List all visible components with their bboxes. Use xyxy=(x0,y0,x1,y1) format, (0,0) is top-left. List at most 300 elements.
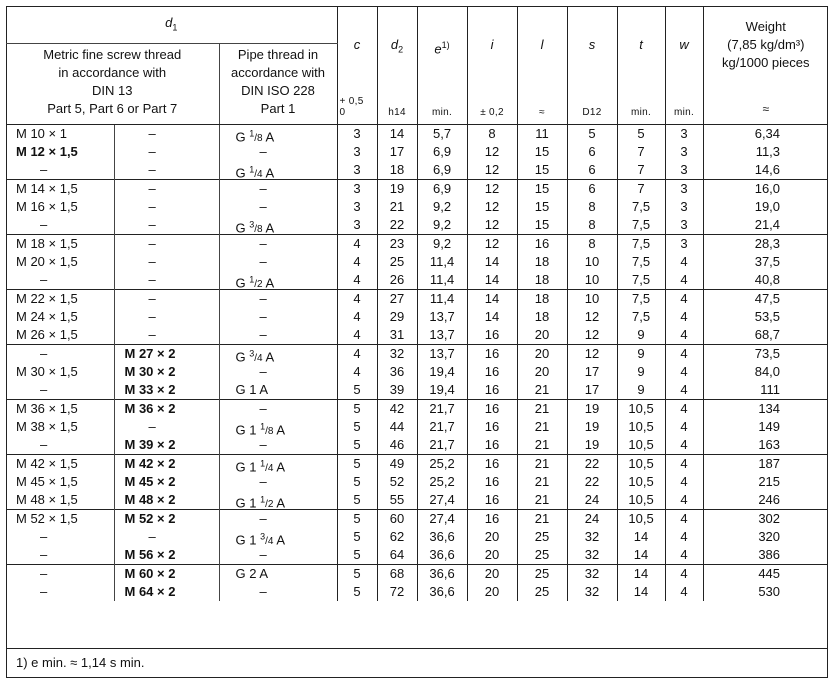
table-cell: M 12 × 1,5 xyxy=(16,144,78,159)
table-cell: 10,5 xyxy=(628,419,654,434)
s-cell xyxy=(567,455,617,510)
table-cell: 9,2 xyxy=(432,217,452,232)
table-cell: M 60 × 2 xyxy=(124,566,176,581)
table-cell: M 18 × 1,5 xyxy=(16,236,78,251)
table-cell: 5 xyxy=(353,382,361,397)
table-cell: 8 xyxy=(588,217,596,232)
table-cell: 4 xyxy=(353,309,361,324)
table-cell: 134 xyxy=(758,401,781,416)
table-cell: 4 xyxy=(680,346,688,361)
table-cell: 16 xyxy=(484,327,500,342)
table-cell: – xyxy=(259,547,267,562)
e-cell xyxy=(417,510,467,565)
table-cell: 24 xyxy=(584,511,600,526)
c-cell xyxy=(337,345,377,400)
table-cell: 8 xyxy=(588,236,596,251)
table-cell: 5 xyxy=(353,584,361,599)
table-cell: 302 xyxy=(758,511,781,526)
table-cell: 530 xyxy=(758,584,781,599)
fraction: $^1$/8 xyxy=(260,422,274,438)
metric-fine-cell xyxy=(6,180,114,235)
table-cell: 17 xyxy=(584,364,600,379)
table-cell: 5 xyxy=(353,419,361,434)
w-cell xyxy=(665,565,703,602)
table-cell: 3 xyxy=(353,217,361,232)
fraction-num: 3 xyxy=(260,532,266,542)
l-cell xyxy=(517,510,567,565)
table-cell: 15 xyxy=(534,144,550,159)
table-cell: – xyxy=(259,437,267,452)
table-cell: 20 xyxy=(534,346,550,361)
table-cell: 21 xyxy=(534,474,550,489)
metric-fine-cell xyxy=(6,565,114,602)
fraction-den: 8 xyxy=(257,224,263,236)
table-cell: 17 xyxy=(584,382,600,397)
table-cell: 36,6 xyxy=(429,566,455,581)
table-cell: – xyxy=(40,217,48,232)
table-cell: 4 xyxy=(680,401,688,416)
fraction-num: 3 xyxy=(249,220,255,230)
table-cell: – xyxy=(259,144,267,159)
table-cell: 18 xyxy=(534,254,550,269)
table-cell: 19,0 xyxy=(754,199,781,214)
table-cell: 3 xyxy=(680,126,688,141)
table-cell: 11,3 xyxy=(755,144,781,159)
e-cell xyxy=(417,400,467,455)
pipe-thread-cell xyxy=(219,565,337,602)
table-cell: M 30 × 2 xyxy=(124,364,176,379)
table-cell: 7 xyxy=(637,181,645,196)
table-cell: 20 xyxy=(534,327,550,342)
table-row-group xyxy=(6,290,828,345)
table-cell: 8 xyxy=(588,199,596,214)
table-cell: 3 xyxy=(680,162,688,177)
table-cell: M 30 × 1,5 xyxy=(16,364,78,379)
table-cell: 5 xyxy=(353,437,361,452)
table-cell: 21 xyxy=(534,419,550,434)
fraction: $^1$/2 xyxy=(260,495,274,511)
table-cell: 68 xyxy=(389,566,405,581)
table-cell: M 45 × 2 xyxy=(124,474,176,489)
table-cell: 4 xyxy=(353,254,361,269)
fraction-num: 1 xyxy=(249,275,255,285)
weight-header-line: kg/1000 pieces xyxy=(722,55,810,70)
dimension-table xyxy=(6,6,828,601)
table-cell: 4 xyxy=(680,382,688,397)
weight-cell xyxy=(703,455,828,510)
l-cell xyxy=(517,455,567,510)
table-cell: 20 xyxy=(484,547,500,562)
d2-cell xyxy=(377,400,417,455)
w-cell xyxy=(665,125,703,180)
d1-header xyxy=(6,6,337,43)
table-cell: 25 xyxy=(534,529,550,544)
c-header xyxy=(337,6,377,125)
table-cell: 320 xyxy=(758,529,781,544)
d2-header-symbol: d xyxy=(390,37,399,52)
table-cell: 3 xyxy=(680,217,688,232)
table-cell: 14 xyxy=(484,291,500,306)
fraction-num: 1 xyxy=(260,495,266,505)
table-cell: 19 xyxy=(389,181,405,196)
table-cell: 21 xyxy=(534,456,550,471)
fraction: $^1$/2 xyxy=(249,275,263,291)
metric-fine-cell xyxy=(6,235,114,290)
s-header-tolerance: D12 xyxy=(582,107,602,118)
pipe-thread-cell xyxy=(219,235,337,290)
table-cell: 19,4 xyxy=(429,364,455,379)
table-cell: 12 xyxy=(584,346,600,361)
table-cell: M 64 × 2 xyxy=(124,584,176,599)
w-cell xyxy=(665,180,703,235)
table-cell: 3 xyxy=(353,199,361,214)
table-cell: 3 xyxy=(353,126,361,141)
table-cell: 6,34 xyxy=(754,126,781,141)
d2-cell xyxy=(377,290,417,345)
table-cell: 5 xyxy=(353,547,361,562)
table-cell: 7,5 xyxy=(631,309,651,324)
table-cell: 16 xyxy=(484,511,500,526)
i-cell xyxy=(467,125,517,180)
table-cell: 16 xyxy=(484,401,500,416)
table-cell: 6,9 xyxy=(432,144,452,159)
table-cell: 36,6 xyxy=(429,529,455,544)
c-cell xyxy=(337,125,377,180)
fraction-den: 4 xyxy=(267,463,274,475)
table-cell: 5 xyxy=(637,126,645,141)
table-cell: 4 xyxy=(680,511,688,526)
metric-header-line: Part 5, Part 6 or Part 7 xyxy=(47,100,178,116)
e-cell xyxy=(417,290,467,345)
table-cell: M 42 × 1,5 xyxy=(16,456,78,471)
table-cell: 18 xyxy=(534,272,550,287)
table-cell: 14 xyxy=(484,309,500,324)
t-cell xyxy=(617,125,665,180)
t-cell xyxy=(617,345,665,400)
table-cell: 6 xyxy=(588,162,596,177)
table-cell: 12 xyxy=(484,162,500,177)
table-cell: 4 xyxy=(353,272,361,287)
table-row-group xyxy=(6,565,828,602)
fraction: $^1$/4 xyxy=(260,459,274,475)
table-cell: – xyxy=(259,584,267,599)
table-cell: – xyxy=(40,437,48,452)
table-cell: – xyxy=(148,162,156,177)
c-header-tolerance xyxy=(340,96,375,118)
metric-coarse-cell xyxy=(114,510,219,565)
metric-coarse-cell xyxy=(114,565,219,602)
table-cell: 111 xyxy=(760,382,781,397)
pipe-header-line: Pipe thread in xyxy=(237,46,319,62)
metric-coarse-cell xyxy=(114,400,219,455)
l-cell xyxy=(517,345,567,400)
table-cell: 46 xyxy=(389,437,405,452)
c-cell xyxy=(337,235,377,290)
table-row-group xyxy=(6,345,828,400)
table-cell: 37,5 xyxy=(754,254,781,269)
c-cell xyxy=(337,455,377,510)
metric-fine-cell xyxy=(6,290,114,345)
table-cell: 3 xyxy=(680,181,688,196)
e-cell xyxy=(417,565,467,602)
table-cell: 32 xyxy=(584,529,600,544)
fraction-num: 3 xyxy=(249,349,255,359)
table-cell: 12 xyxy=(484,217,500,232)
s-cell xyxy=(567,565,617,602)
table-cell: 5 xyxy=(353,511,361,526)
table-cell: 10,5 xyxy=(628,511,654,526)
metric-coarse-cell xyxy=(114,180,219,235)
fraction-den: 8 xyxy=(257,133,263,145)
header-row-top xyxy=(6,6,828,43)
table-cell: M 33 × 2 xyxy=(124,382,176,397)
table-cell: 10 xyxy=(584,272,600,287)
table-cell: 42 xyxy=(389,401,405,416)
s-cell xyxy=(567,180,617,235)
table-cell: 21 xyxy=(534,401,550,416)
l-header-tolerance: ≈ xyxy=(539,107,545,118)
e-header xyxy=(417,6,467,125)
t-header xyxy=(617,6,665,125)
table-cell: 11,4 xyxy=(429,254,455,269)
l-cell xyxy=(517,180,567,235)
s-cell xyxy=(567,235,617,290)
pipe-thread-cell xyxy=(219,455,337,510)
table-cell: 4 xyxy=(680,547,688,562)
table-cell: 15 xyxy=(534,199,550,214)
table-cell: – xyxy=(259,236,267,251)
s-cell xyxy=(567,345,617,400)
table-cell: 11,4 xyxy=(429,291,455,306)
pipe-thread-fraction: G $^1$/4 A xyxy=(235,165,275,181)
table-cell: 10,5 xyxy=(628,492,654,507)
d2-header-subscript: 2 xyxy=(398,44,404,55)
table-cell: – xyxy=(148,181,156,196)
table-cell: 36,6 xyxy=(429,547,455,562)
table-cell: 3 xyxy=(680,144,688,159)
pipe-header-line: accordance with xyxy=(231,64,325,80)
fraction-den: 8 xyxy=(267,426,274,438)
table-cell: – xyxy=(148,309,156,324)
weight-cell xyxy=(703,400,828,455)
table-cell: M 48 × 2 xyxy=(124,492,176,507)
c-cell xyxy=(337,290,377,345)
table-cell: 7 xyxy=(637,144,645,159)
table-cell: 16 xyxy=(484,437,500,452)
table-row-group xyxy=(6,510,828,565)
metric-coarse-cell xyxy=(114,455,219,510)
table-cell: 10,5 xyxy=(628,437,654,452)
table-cell: M 48 × 1,5 xyxy=(16,492,78,507)
table-cell: G 1 A xyxy=(235,382,269,397)
t-cell xyxy=(617,400,665,455)
table-cell: 4 xyxy=(353,291,361,306)
table-cell: 4 xyxy=(680,437,688,452)
weight-tolerance: ≈ xyxy=(762,102,770,116)
table-cell: 7,5 xyxy=(631,236,651,251)
table-cell: 12 xyxy=(484,236,500,251)
pipe-thread-cell xyxy=(219,510,337,565)
table-cell: 25 xyxy=(534,547,550,562)
fraction-den: 4 xyxy=(257,353,263,365)
table-cell: 4 xyxy=(680,309,688,324)
fraction-num: 1 xyxy=(260,459,266,469)
table-cell: 4 xyxy=(680,364,688,379)
table-cell: 21 xyxy=(389,199,405,214)
table-cell: 14 xyxy=(633,584,649,599)
i-cell xyxy=(467,510,517,565)
t-cell xyxy=(617,455,665,510)
l-cell xyxy=(517,290,567,345)
table-row-group xyxy=(6,400,828,455)
table-cell: 16 xyxy=(534,236,550,251)
table-cell: 25,2 xyxy=(429,456,455,471)
d2-cell xyxy=(377,125,417,180)
c-header-tol-line: + 0,5 xyxy=(339,96,364,107)
table-cell: 12 xyxy=(584,309,600,324)
fraction: $^3$/8 xyxy=(249,220,263,236)
fraction-den: 4 xyxy=(257,169,263,181)
table-cell: – xyxy=(148,291,156,306)
l-cell xyxy=(517,235,567,290)
table-cell: 18 xyxy=(534,291,550,306)
table-cell: 5 xyxy=(353,566,361,581)
c-cell xyxy=(337,180,377,235)
weight-cell xyxy=(703,345,828,400)
table-cell: 32 xyxy=(584,584,600,599)
table-cell: 44 xyxy=(389,419,405,434)
table-cell: 23 xyxy=(389,236,405,251)
table-cell: 25 xyxy=(534,566,550,581)
table-cell: 27,4 xyxy=(429,511,455,526)
weight-cell xyxy=(703,125,828,180)
table-cell: 16 xyxy=(484,382,500,397)
table-cell: – xyxy=(148,236,156,251)
table-cell: 14 xyxy=(633,529,649,544)
table-cell: – xyxy=(259,199,267,214)
pipe-thread-cell xyxy=(219,180,337,235)
table-cell: 5 xyxy=(353,474,361,489)
table-cell: 10,5 xyxy=(628,401,654,416)
t-header-symbol: t xyxy=(639,37,643,52)
table-cell: 16 xyxy=(484,474,500,489)
metric-header-line: Metric fine screw thread xyxy=(43,46,182,62)
metric-header-line: DIN 13 xyxy=(92,82,133,98)
table-cell: M 45 × 1,5 xyxy=(16,474,78,489)
d1-subscript: 1 xyxy=(172,22,178,33)
table-cell: 4 xyxy=(680,474,688,489)
s-header xyxy=(567,6,617,125)
table-cell: 20 xyxy=(534,364,550,379)
table-cell: 22 xyxy=(584,456,600,471)
w-cell xyxy=(665,345,703,400)
c-cell xyxy=(337,510,377,565)
metric-coarse-cell xyxy=(114,290,219,345)
metric-fine-cell xyxy=(6,400,114,455)
fraction-den: 2 xyxy=(257,279,263,291)
table-cell: M 22 × 1,5 xyxy=(16,291,78,306)
c-header-symbol: c xyxy=(353,37,361,52)
table-cell: – xyxy=(148,199,156,214)
weight-header-line: Weight xyxy=(745,19,786,34)
fraction-num: 1 xyxy=(249,165,255,175)
table-cell: 4 xyxy=(680,419,688,434)
fraction: $^1$/8 xyxy=(249,129,263,145)
table-cell: 9,2 xyxy=(432,236,452,251)
table-cell: M 56 × 2 xyxy=(124,547,176,562)
weight-cell xyxy=(703,565,828,602)
table-cell: M 52 × 2 xyxy=(124,511,176,526)
table-cell: 16,0 xyxy=(754,181,781,196)
table-cell: – xyxy=(259,327,267,342)
table-cell: 5 xyxy=(353,401,361,416)
table-cell: 18 xyxy=(389,162,405,177)
table-cell: 22 xyxy=(584,474,600,489)
fraction: $^3$/4 xyxy=(260,532,274,548)
table-cell: 4 xyxy=(353,236,361,251)
e-cell xyxy=(417,180,467,235)
table-cell: 246 xyxy=(758,492,781,507)
table-cell: – xyxy=(40,272,48,287)
table-cell: 149 xyxy=(758,419,781,434)
s-cell xyxy=(567,290,617,345)
table-cell: 11 xyxy=(535,126,549,141)
table-cell: 39 xyxy=(389,382,405,397)
pipe-thread-fraction: G 1 $^1$/8 A xyxy=(235,422,286,438)
table-cell: M 36 × 2 xyxy=(124,401,176,416)
w-header-symbol: w xyxy=(679,37,689,52)
table-row-group xyxy=(6,235,828,290)
table-cell: 12 xyxy=(484,199,500,214)
table-cell: 7,5 xyxy=(631,254,651,269)
table-cell: 5 xyxy=(353,492,361,507)
table-cell: 21 xyxy=(534,382,550,397)
table-cell: 13,7 xyxy=(429,346,455,361)
metric-fine-cell xyxy=(6,455,114,510)
table-cell: 16 xyxy=(484,419,500,434)
table-cell: 3 xyxy=(680,236,688,251)
table-cell: 4 xyxy=(680,584,688,599)
table-cell: 20 xyxy=(484,584,500,599)
pipe-thread-fraction: G $^1$/8 A xyxy=(235,129,275,145)
table-cell: 52 xyxy=(389,474,405,489)
table-cell: 55 xyxy=(389,492,405,507)
i-header-tolerance: ± 0,2 xyxy=(480,107,504,118)
table-cell: 9 xyxy=(637,364,645,379)
footnote: 1) e min. ≈ 1,14 s min. xyxy=(6,648,828,678)
table-cell: 49 xyxy=(389,456,405,471)
t-cell xyxy=(617,235,665,290)
table-cell: 7,5 xyxy=(631,291,651,306)
table-cell: G 2 A xyxy=(235,566,269,581)
l-cell xyxy=(517,400,567,455)
table-cell: 31 xyxy=(389,327,405,342)
table-cell: 72 xyxy=(389,584,405,599)
table-cell: – xyxy=(40,346,48,361)
table-cell: M 26 × 1,5 xyxy=(16,327,78,342)
s-cell xyxy=(567,400,617,455)
table-cell: – xyxy=(148,327,156,342)
table-cell: 10,5 xyxy=(628,456,654,471)
table-cell: 25 xyxy=(389,254,405,269)
table-cell: 4 xyxy=(680,529,688,544)
table-cell: M 52 × 1,5 xyxy=(16,511,78,526)
table-cell: 47,5 xyxy=(754,291,781,306)
weight-cell xyxy=(703,290,828,345)
pipe-header-line: DIN ISO 228 xyxy=(241,82,315,98)
c-cell xyxy=(337,565,377,602)
table-cell: 6 xyxy=(588,144,596,159)
